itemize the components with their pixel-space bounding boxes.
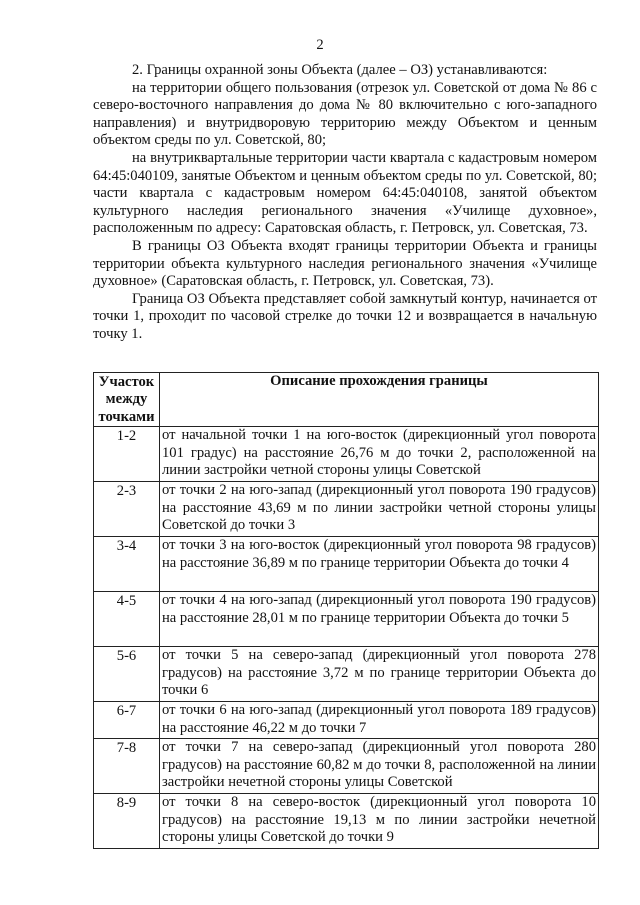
segment-cell: 1-2 (94, 427, 160, 482)
segment-cell: 8-9 (94, 794, 160, 849)
description-cell: от точки 5 на северо-запад (дирекционный угол поворота 278 градусов) на расстояние 3,72 м по границе территории Объекта до точки 6 (160, 647, 599, 702)
table-row (94, 794, 599, 849)
paragraph-included-boundaries: В границы ОЗ Объекта входят границы территории Объекта и границы территории объекта культурного наследия регионального значения «Училище духовное» (Саратовская область, г. Петровск, ул. Советская, 73). (93, 237, 597, 290)
paragraph-intra-block-territory: на внутриквартальные территории части квартала с кадастровым номером 64:45:040109, занятые Объектом и ценным объектом среды по ул. Советской, 80; части квартала с кадастровым номером 64:45:040108, занятой объектом культурного наследия регионального значения «Училище духовное», расположенным по адресу: Саратовская область, г. Петровск, ул. Советская, 73. (93, 149, 597, 237)
table-row (94, 647, 599, 702)
page-number: 2 (316, 37, 324, 53)
segment-cell: 2-3 (94, 482, 160, 537)
body-text (93, 62, 597, 344)
segment-cell: 3-4 (94, 537, 160, 592)
paragraph-public-territory: на территории общего пользования (отрезок ул. Советской от дома № 86 с северо-восточного направления до дома № 80 включительно с юго-западного направления) и внутридворовую территорию между Объектом и ценным объектом среды по ул. Советской, 80; (93, 79, 597, 149)
table-row (94, 482, 599, 537)
segment-cell: 6-7 (94, 702, 160, 739)
boundary-description-table (93, 372, 599, 849)
description-cell: от точки 2 на юго-запад (дирекционный угол поворота 190 градусов) на расстояние 43,69 м по линии застройки четной стороны улицы Советской до точки 3 (160, 482, 599, 537)
table-row (94, 427, 599, 482)
header-segment: Участок между точками (94, 373, 160, 427)
table-row (94, 739, 599, 794)
table-row (94, 702, 599, 739)
table-row (94, 592, 599, 647)
description-cell: от точки 6 на юго-запад (дирекционный угол поворота 189 градусов) на расстояние 46,22 м до точки 7 (160, 702, 599, 739)
segment-cell: 4-5 (94, 592, 160, 647)
description-cell: от точки 4 на юго-запад (дирекционный угол поворота 190 градусов) на расстояние 28,01 м по границе территории Объекта до точки 5 (160, 592, 599, 647)
description-cell: от точки 8 на северо-восток (дирекционный угол поворота 10 градусов) на расстояние 19,13 м по линии застройки нечетной стороны улицы Советской до точки 9 (160, 794, 599, 849)
segment-cell: 5-6 (94, 647, 160, 702)
header-description: Описание прохождения границы (160, 373, 599, 427)
paragraph-zone-boundaries: 2. Границы охранной зоны Объекта (далее – ОЗ) устанавливаются: (132, 62, 548, 78)
description-cell: от точки 3 на юго-восток (дирекционный угол поворота 98 градусов) на расстояние 36,89 м по границе территории Объекта до точки 4 (160, 537, 599, 592)
paragraph-closed-contour: Граница ОЗ Объекта представляет собой замкнутый контур, начинается от точки 1, проходит по часовой стрелке до точки 12 и возвращается в начальную точку 1. (93, 290, 597, 342)
description-cell: от точки 7 на северо-запад (дирекционный угол поворота 280 градусов) на расстояние 60,82 м до точки 8, расположенной на линии застройки нечетной стороны улицы Советской (160, 739, 599, 794)
segment-cell: 7-8 (94, 739, 160, 794)
description-cell: от начальной точки 1 на юго-восток (дирекционный угол поворота 101 градус) на расстояние 26,76 м до точки 2, расположенной на линии застройки четной стороны улицы Советской (160, 427, 599, 482)
table-row (94, 537, 599, 592)
table-header-row (94, 373, 599, 427)
